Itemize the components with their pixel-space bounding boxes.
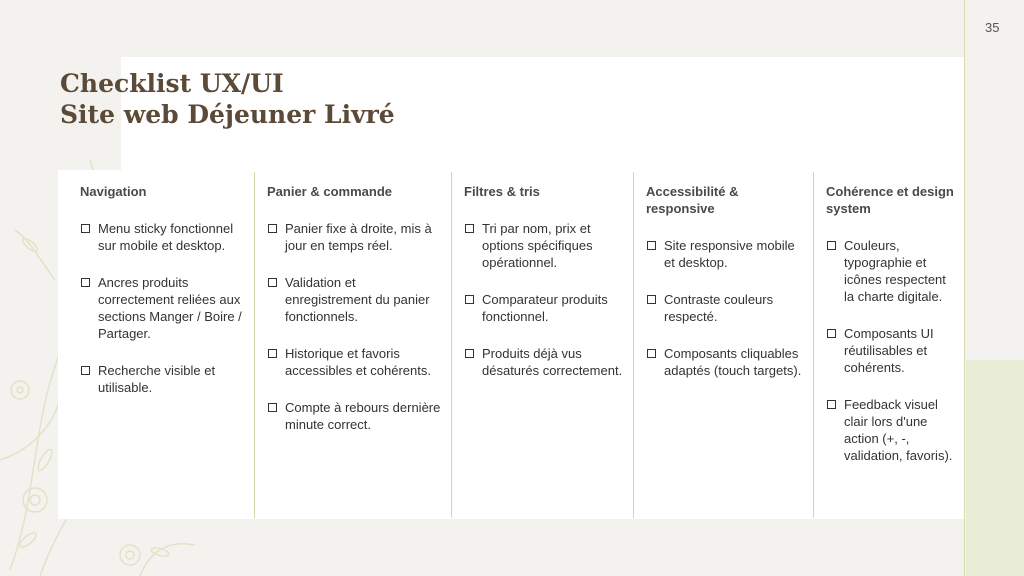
checklist-item-text: Menu sticky fonctionnel sur mobile et desktop. — [98, 221, 234, 253]
checkbox-icon — [268, 224, 277, 233]
checklist-item-text: Comparateur produits fonctionnel. — [482, 292, 608, 324]
checklist-item-text: Couleurs, typographie et icônes respectent la charte digitale. — [844, 238, 946, 304]
checklist-item — [267, 274, 445, 325]
accent-block — [966, 360, 1024, 576]
column-panier-commande — [254, 172, 451, 518]
checklist-item-text: Validation et enregistrement du panier fonctionnels. — [285, 275, 430, 324]
slide-title — [60, 68, 395, 130]
checklist-item-text: Recherche visible et utilisable. — [98, 363, 216, 395]
checklist — [80, 220, 248, 396]
checklist-item-text: Panier fixe à droite, mis à jour en temps réel. — [285, 221, 432, 253]
checkbox-icon — [647, 241, 656, 250]
checklist — [646, 237, 807, 379]
checklist — [464, 220, 627, 379]
checklist-item-text: Feedback visuel clair lors d'une action (+, -, validation, favoris). — [844, 397, 953, 463]
column-filtres-tris — [451, 172, 633, 518]
checklist-item — [826, 396, 957, 464]
checklist-item — [464, 345, 627, 379]
checkbox-icon — [827, 400, 836, 409]
checklist-item-text: Historique et favoris accessibles et cohérents. — [285, 346, 431, 378]
column-heading: Filtres & tris — [464, 184, 540, 199]
checkbox-icon — [647, 295, 656, 304]
column-heading: Navigation — [80, 184, 147, 199]
checklist-item — [80, 220, 248, 254]
checklist-item — [646, 291, 807, 325]
checkbox-icon — [827, 329, 836, 338]
checklist-item — [80, 274, 248, 342]
checklist-item-text: Site responsive mobile et desktop. — [664, 238, 795, 270]
column-heading: Panier & commande — [267, 184, 392, 199]
checklist-item — [826, 237, 957, 305]
checklist — [826, 237, 957, 464]
slide-title-line-1: Checklist UX/UI — [60, 69, 284, 98]
checkbox-icon — [827, 241, 836, 250]
checklist-item-text: Tri par nom, prix et options spécifiques opérationnel. — [482, 221, 593, 270]
checkbox-icon — [81, 224, 90, 233]
checklist-item — [826, 325, 957, 376]
checklist-item — [464, 220, 627, 271]
checklist-item-text: Contraste couleurs respecté. — [664, 292, 774, 324]
checklist-item-text: Ancres produits correctement reliées aux sections Manger / Boire / Partager. — [98, 275, 242, 341]
checklist-item — [267, 399, 445, 433]
column-navigation — [68, 172, 254, 518]
checklist-item-text: Composants cliquables adaptés (touch targets). — [664, 346, 802, 378]
checkbox-icon — [268, 278, 277, 287]
checklist-item-text: Produits déjà vus désaturés correctement. — [482, 346, 623, 378]
checklist-item — [80, 362, 248, 396]
checklist — [267, 220, 445, 433]
page-number: 35 — [985, 20, 1000, 35]
checkbox-icon — [465, 349, 474, 358]
checkbox-icon — [268, 349, 277, 358]
checklist-item — [646, 237, 807, 271]
checkbox-icon — [465, 295, 474, 304]
slide-title-line-2: Site web Déjeuner Livré — [60, 100, 395, 129]
column-coherence-design-system — [813, 172, 963, 518]
checklist-item — [267, 220, 445, 254]
checklist-item-text: Composants UI réutilisables et cohérents. — [844, 326, 934, 375]
checklist-item — [646, 345, 807, 379]
checkbox-icon — [647, 349, 656, 358]
checklist-columns — [68, 172, 963, 518]
checkbox-icon — [81, 278, 90, 287]
checklist-item — [464, 291, 627, 325]
checkbox-icon — [81, 366, 90, 375]
accent-line — [964, 0, 965, 576]
column-heading: Cohérence et design system — [826, 184, 954, 216]
checkbox-icon — [268, 403, 277, 412]
checklist-item-text: Compte à rebours dernière minute correct. — [285, 400, 441, 432]
column-heading: Accessibilité & responsive — [646, 184, 739, 216]
column-accessibilite-responsive — [633, 172, 813, 518]
checklist-item — [267, 345, 445, 379]
checkbox-icon — [465, 224, 474, 233]
